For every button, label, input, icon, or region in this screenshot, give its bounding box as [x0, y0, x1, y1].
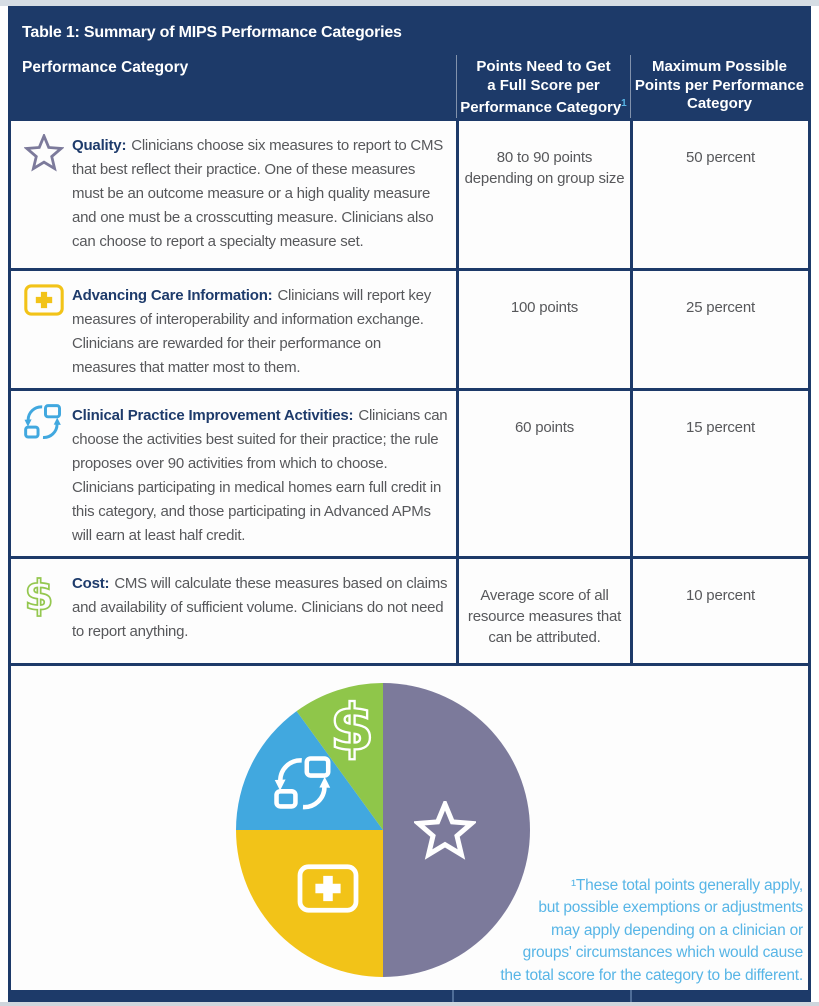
max-points-cell: 15 percent — [630, 391, 808, 556]
footnote-line: but possible exemptions or adjustments — [538, 899, 803, 916]
points-cell: Average score of all resource measures that can be attributed. — [456, 559, 630, 663]
footnote-marker: 1 — [621, 98, 627, 109]
header-points-full-score — [456, 55, 630, 118]
points-cell: 80 to 90 points depending on group size — [456, 121, 630, 268]
points-cell: 100 points — [456, 271, 630, 388]
star-icon — [414, 801, 476, 863]
svg-text:$: $ — [24, 572, 54, 618]
table-row-clinical-practice-improvement — [11, 388, 808, 556]
sync-squares-icon — [24, 404, 72, 556]
column-divider-mark — [630, 990, 632, 1002]
table-bottom-border — [11, 990, 808, 1002]
row-description: Advancing Care Information: Clinicians will report key measures of interoperability and information exchange. Clinicians are rewarded for their performance on measures that matter most to them. — [72, 287, 432, 376]
table-footnote — [403, 875, 803, 988]
footnote-line: may apply depending on a clinician or — [551, 921, 803, 939]
header-line: Category — [686, 95, 753, 112]
medical-cross-icon — [297, 864, 359, 913]
page-bottom-edge — [0, 1002, 819, 1006]
medical-cross-icon — [24, 284, 72, 388]
points-cell: 60 points — [456, 391, 630, 556]
category-name: Advancing Care Information: — [72, 287, 273, 304]
pie-chart-section — [11, 663, 808, 990]
header-max-points — [630, 55, 808, 118]
footnote-line: groups' circumstances which would cause — [522, 944, 803, 961]
mips-summary-table — [8, 6, 811, 1002]
header-line: Performance Category$^1$ — [460, 98, 627, 116]
row-description: Clinical Practice Improvement Activities: Clinicians can choose the activities best suited for their practice; the rule proposes over 90 activities from which to choose. Clinicians participating in medical homes earn full credit in this category, and those participating in Advanced APMs will earn at least half credit. — [72, 407, 448, 544]
row-description: Cost: CMS will calculate these measures based on claims and availability of sufficient volume. Clinicians do not need to report anything. — [72, 575, 448, 640]
max-points-cell: 25 percent — [630, 271, 808, 388]
table-row-quality — [11, 118, 808, 268]
header-line: Points per Performance — [634, 76, 805, 94]
category-name: Quality: — [72, 137, 127, 154]
max-points-cell: 10 percent — [630, 559, 808, 663]
table-row-cost — [11, 556, 808, 663]
footnote-line: ¹These total points generally apply, — [570, 876, 803, 894]
header-line: Points Need to Get — [476, 58, 611, 75]
dollar-icon — [329, 692, 375, 762]
header-performance-category: Performance Category — [22, 59, 189, 76]
star-icon — [24, 134, 72, 268]
svg-text:$: $ — [329, 692, 375, 762]
category-name: Cost: — [72, 575, 110, 592]
max-points-cell: 50 percent — [630, 121, 808, 268]
table-title: Table 1: Summary of MIPS Performance Categories — [11, 6, 808, 55]
category-name: Clinical Practice Improvement Activities: — [72, 407, 354, 424]
sync-squares-icon — [274, 756, 332, 814]
footnote-line: the total score for the category to be different. — [500, 966, 803, 984]
table-header-row — [11, 55, 808, 118]
table-row-advancing-care-information — [11, 268, 808, 388]
row-description: Quality: Clinicians choose six measures to report to CMS that best reflect their practice. One of these measures must be an outcome measure or a high quality measure and one must be a crosscutting measure. Clinicians also can choose to report a specialty measure set. — [72, 137, 443, 250]
column-divider-mark — [452, 990, 454, 1002]
header-line: Maximum Possible — [651, 58, 788, 75]
dollar-icon — [24, 572, 72, 663]
header-line: a Full Score per — [487, 76, 600, 94]
